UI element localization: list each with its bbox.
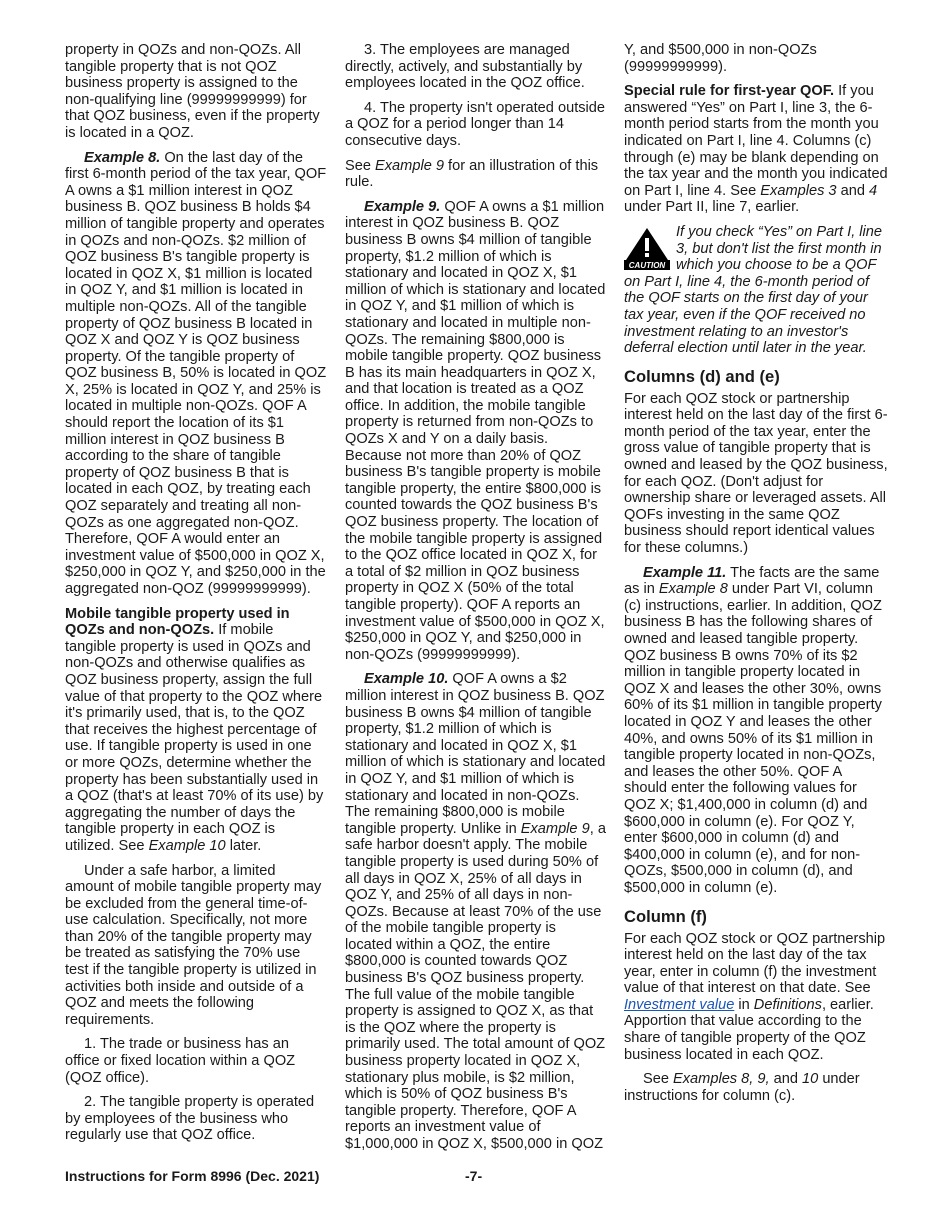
example-9: Example 9. QOF A owns a $1 million interest in QOZ business B. QOZ business B owns $4 million of tangible property, $1.2 million of which is stationary and located in QOZ X, $1 million of which is stationary and located in QOZ Y, and $1 million of which is stationary and located in multiple non-QOZs. The remaining $800,000 is mobile tangible property. QOZ business B has its main headquarters in QOZ X, and that location is treated as a QOZ office. In addition, the mobile tangible property is returned from non-QOZs to QOZs X and Y on a daily basis. Because not more than 20% of QOZ business B's tangible property is mobile tangible property, the entire $800,000 is counted towards the QOZ business B's QOZ business property. The location of the mobile tangible property is assigned to the QOZ office located in QOZ X, for a total of $2 million in QOZ business property in QOZ X (50% of the total tangible property). QOF A reports an investment value of $500,000 in QOZ X, $250,000 in QOZ Y, and $250,000 in non-QOZs (99999999999). (345, 198, 606, 663)
example-10: Example 10. QOF A owns a $2 million interest in QOZ business B. QOZ business B owns $4 million of tangible property, $1.2 million of which is stationary and located in QOZ X, $1 million of which is stationary and located in QOZ Y, and $1 million of which is stationary and located in non-QOZs. The remaining $800,000 is mobile tangible property. Unlike in Example 9, a safe harbor doesn't apply. The mobile tangible property is used during 50% of all days in QOZ X, 25% of all days in QOZ Y, and 25% of all days in non-QOZs. Because at least 70% of the use of the mobile tangible property is located within a QOZ, the entire $800,000 is counted towards QOZ business B's QOZ business property. The full value of the mobile tangible property is assigned to QOZ X, as that is the QOZ where the property is primarily used. The total amount of QOZ business property located in QOZ X, stationary plus mobile, is $2 million, which is 50% of QOZ business B's tangible property. Therefore, QOF A reports an investment value of $1,000,000 in QOZ X, $500,000 in QOZ (345, 671, 606, 1152)
see-examples: See Examples 8, 9, and 10 under instructions for column (c). (624, 1071, 860, 1104)
see-example-9: See Example 9 for an illustration of this rule. (345, 157, 599, 191)
column-f-heading: Column (f) (624, 906, 707, 926)
requirement-4: 4. The property isn't operated outside a QOZ for a period longer than 14 consecutive days. (345, 99, 606, 149)
special-rule-paragraph: Special rule for first-year QOF. If you answered “Yes” on Part I, line 3, the 6-month period starts from the month you indicated on Part I, line 4. Columns (c) through (e) may be blank depending on the tax year and the month you indicated on Part I, line 4. See Examples 3 and 4 under Part II, line 7, earlier. (624, 83, 888, 216)
column-1 (65, 42, 327, 1152)
special-rule-heading: Special rule for first-year QOF. (624, 83, 835, 100)
footer-form-title: Instructions for Form 8996 (Dec. 2021) (65, 1168, 320, 1184)
continued-text: Y, and $500,000 in non-QOZs (99999999999). (624, 42, 817, 75)
column-f-text: For each QOZ stock or QOZ partnership interest held on the last day of the tax year, enter in column (f) the investment value of that interest on that date. See Investment value in Definitions, earlier. Apportion that value according to the share of tangible property of the QOZ business located in each QOZ. (624, 930, 886, 1063)
example-8: Example 8. On the last day of the first 6-month period of the tax year, QOF A owns a $1 million interest in QOZ business B. QOZ business B holds $4 million of tangible property and operates in QOZs and non-QOZs. $2 million of QOZ business B's tangible property is located in QOZ X, $1 million is located in QOZ Y, and $1 million is located in multiple non-QOZs. All of the tangible property of QOZ business B located in QOZ X and QOZ Y is QOZ business property. Of the tangible property of QOZ business B, 50% is located in QOZ X, 25% is located in QOZ Y, and 25% is located in multiple non-QOZs. QOF A should report the location of its $1 million interest in QOZ business B according to the share of tangible property of QOZ business B that is located in each QOZ, by treating each QOZ separately and treating all non-QOZs as one aggregated non-QOZ. Therefore, QOF A would enter an investment value of $500,000 in QOZ X, $250,000 in QOZ Y, and $250,000 in the aggregated non-QOZ (99999999999). (65, 149, 327, 597)
caution-icon (624, 226, 670, 270)
footer-page-number: -7- (465, 1168, 483, 1184)
example-9-label: Example 9. (364, 198, 441, 215)
caution-text: If you check “Yes” on Part I, line 3, but don't list the first month in which you choose to be a QOF on Part I, line 4, the 6-month period of the QOF starts on the first day of your tax year, even if the QOF received no investment relating to an investor's deferral election until later in the year. (624, 223, 883, 357)
investment-value-link[interactable]: Investment value (624, 996, 735, 1013)
requirement-1: 1. The trade or business has an office or fixed location within a QOZ (QOZ office). (65, 1036, 296, 1086)
column-3 (624, 42, 888, 1112)
requirement-2: 2. The tangible property is operated by employees of the business who regularly use that QOZ office. (65, 1094, 315, 1144)
columns-d-e-text: For each QOZ stock or partnership interest held on the last day of the first 6-month period of the tax year, enter the gross value of tangible property that is owned and leased by the QOZ business, for each QOZ. (Don't adjust for ownership share or leveraged assets. All QOFs investing in the same QOZ business should report identical values for these columns.) (624, 390, 888, 557)
caution-note (624, 224, 888, 357)
example-11: Example 11. The facts are the same as in Example 8 under Part VI, column (c) instructions, earlier. In addition, QOZ business B has the following shares of owned and leased tangible property. QOZ business B owns 70% of its $2 million in tangible property located in QOZ X and leases the other 30%, owns 60% of its $1 million in tangible property located in QOZ Y and leases the other 40%, and owns 50% of its $1 million in tangible property located in non-QOZs, and leases the other 50%. QOF A should enter the following values for QOZ X; $1,400,000 in column (d) and $600,000 in column (e). For QOZ Y, enter $600,000 in column (d) and $400,000 in column (e), and for non-QOZs, $500,000 in column (d), and $500,000 in column (e). (624, 564, 882, 896)
example-11-label: Example 11. (643, 564, 727, 581)
example-8-label: Example 8. (84, 149, 161, 166)
example-10-label: Example 10. (364, 671, 449, 688)
column-2 (345, 42, 607, 1161)
mobile-property-paragraph: Mobile tangible property used in QOZs and non-QOZs. If mobile tangible property is used in QOZs and non-QOZs and otherwise qualifies as QOZ business property, assign the full value of that property to the QOZ where it's primarily used, that is, to the QOZ that receives the highest percentage of use. If tangible property is used in one or more QOZs, determine whether the property has been substantially used in a QOZ (that's at least 70% of its use) by aggregating the number of days the tangible property in each QOZ is utilized. See Example 10 later. (65, 605, 324, 854)
requirement-3: 3. The employees are managed directly, actively, and substantially by employees located in the QOZ office. (345, 42, 585, 92)
caution-label: CAUTION (628, 260, 666, 270)
paragraph-intro: property in QOZs and non-QOZs. All tangible property that is not QOZ business property is assigned to the non-qualifying line (99999999999) for that QOZ business, even if the property is located in a QOZ. (65, 42, 320, 141)
columns-d-e-heading: Columns (d) and (e) (624, 366, 780, 386)
safe-harbor-paragraph: Under a safe harbor, a limited amount of mobile tangible property may be excluded from the general time-of-use calculation. Specifically, not more than 20% of the tangible property may be treated as satisfying the 70% use test if the tangible property is utilized in activities both inside and outside of a QOZ and meets the following requirements. (65, 862, 322, 1028)
mobile-property-heading: Mobile tangible property used in QOZs and non-QOZs. (65, 605, 290, 639)
